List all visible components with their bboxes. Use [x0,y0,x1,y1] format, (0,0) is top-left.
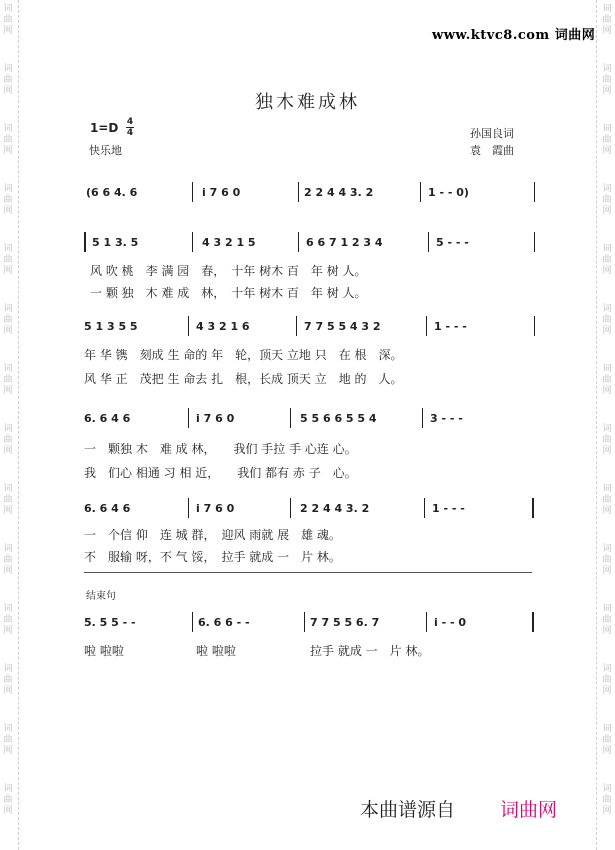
barline [290,498,291,518]
side-watermark: 词 曲 网 [3,4,13,36]
barline [424,498,425,518]
side-watermark: 词 曲 网 [3,364,13,396]
barline [192,182,193,202]
measure: 4 3 2 1 5 [202,236,256,249]
ending-lyrics [84,642,544,660]
lyric-text: 一 个信 仰 连 城 群， 迎风 雨就 展 雄 魂。 [84,528,341,542]
measure: 3 - - - [430,412,463,425]
barline [298,232,299,252]
measure: i - - 0 [434,616,467,629]
intro-notes-row [80,186,540,210]
repeat-start-barline [84,232,86,252]
side-watermark: 词 曲 网 [3,484,13,516]
footer-source-text: 本曲谱源自 [360,799,456,821]
side-watermark: 词 曲 网 [3,304,13,336]
lyric-text: 一 颗 独 木 难 成 林， 十年 树木 百 年 树 人。 [90,286,367,300]
lyrics-line-3-verse-1 [84,440,544,458]
barline [534,182,535,202]
side-watermark: 词 曲 网 [602,424,612,456]
side-watermark: 词 曲 网 [602,484,612,516]
measure: i 7 6 0 [196,502,235,515]
side-watermark: 词 曲 网 [602,124,612,156]
right-dashed-border [596,0,597,850]
side-watermark: 词 曲 网 [3,244,13,276]
barline [298,182,299,202]
barline [420,182,421,202]
side-watermark: 词 曲 网 [602,544,612,576]
lyric-text: 拉手 就成 一 片 林。 [310,644,430,658]
barline [534,232,535,252]
measure: 6 6 7 1 2 3 4 [306,236,383,249]
section-divider [84,572,532,573]
measure: 5. 5 5 - - [84,616,136,629]
side-watermark: 词 曲 网 [602,364,612,396]
side-watermark: 词 曲 网 [602,64,612,96]
side-watermark: 词 曲 网 [602,784,612,816]
measure: i 7 6 0 [196,412,235,425]
barline [304,612,305,632]
left-watermark-strip [0,0,16,850]
song-title: 独木难成林 [255,92,360,113]
site-url[interactable]: www.ktvc8.com 词曲网 [432,28,596,43]
side-watermark: 词 曲 网 [3,424,13,456]
lyrics-line-2-verse-1 [84,346,544,364]
final-barline [532,612,534,632]
measure: 2 2 4 4 3. 2 [300,502,370,515]
barline [192,232,193,252]
barline [290,408,291,428]
score-line-3-notes [80,412,540,436]
ending-label: 结束句 [86,591,116,602]
measure: 5 1 3. 5 [92,236,139,249]
barline [188,408,189,428]
barline [426,612,427,632]
footer-brand-link[interactable]: 词曲网 [500,799,558,821]
side-watermark: 词 曲 网 [602,4,612,36]
side-watermark: 词 曲 网 [3,544,13,576]
measure: 5 1 3 5 5 [84,320,138,333]
measure: 6. 6 6 - - [198,616,250,629]
time-signature-top: 4 [126,117,134,127]
lyrics-line-1-verse-1 [84,262,544,280]
measure: 1 - - - [434,320,467,333]
side-watermark: 词 曲 网 [3,784,13,816]
measure: 6. 6 4 6 [84,502,131,515]
lyric-text: 风 华 正 茂把 生 命去 扎 根，长成 顶天 立 地 的 人。 [84,372,403,386]
lyric-text: 啦 啦啦 [196,644,236,658]
side-watermark: 词 曲 网 [3,124,13,156]
ending-notes-row [80,616,540,640]
measure: 5 - - - [436,236,469,249]
measure: 1 - - 0) [428,186,469,199]
right-watermark-strip [599,0,615,850]
side-watermark: 词 曲 网 [3,64,13,96]
barline [534,316,535,336]
barline [192,612,193,632]
lyric-text: 风 吹 桃 李 满 园 春， 十年 树木 百 年 树 人。 [90,264,367,278]
side-watermark: 词 曲 网 [602,664,612,696]
measure: (6 6 4. 6 [86,186,138,199]
measure: 4 3 2 1 6 [196,320,250,333]
barline [188,498,189,518]
lyric-text: 年 华 镌 刻成 生 命的 年 轮，顶天 立地 只 在 根 深。 [84,348,403,362]
time-signature [126,117,134,138]
lyricist-credit: 孙国良词 [470,127,514,140]
score-line-2-notes [80,320,540,344]
lyric-text: 啦 啦啦 [84,644,124,658]
side-watermark: 词 曲 网 [602,184,612,216]
lyric-text: 不 服输 呀，不 气 馁， 拉手 就成 一 片 林。 [84,550,341,564]
measure: 1 - - - [432,502,465,515]
measure: i 7 6 0 [202,186,241,199]
barline [422,408,423,428]
side-watermark: 词 曲 网 [602,604,612,636]
measure: 6. 6 4 6 [84,412,131,425]
lyric-text: 一 颗独 木 难 成 林， 我们 手拉 手 心连 心。 [84,442,357,456]
measure: 7 7 5 5 4 3 2 [304,320,381,333]
composer-credit: 袁 霞曲 [470,144,514,157]
side-watermark: 词 曲 网 [3,604,13,636]
repeat-end-barline [532,498,534,518]
barline [296,316,297,336]
side-watermark: 词 曲 网 [602,304,612,336]
score-line-4-notes [80,502,540,526]
measure: 5 5 6 6 5 5 4 [300,412,377,425]
side-watermark: 词 曲 网 [3,664,13,696]
time-signature-bottom: 4 [126,128,134,138]
key-signature: 1=D [90,121,119,135]
side-watermark: 词 曲 网 [602,244,612,276]
lyrics-line-3-verse-2 [84,464,544,482]
lyrics-line-4-verse-1 [84,526,544,544]
side-watermark: 词 曲 网 [3,184,13,216]
barline [428,232,429,252]
lyrics-line-4-verse-2 [84,548,544,566]
side-watermark: 词 曲 网 [602,724,612,756]
barline [188,316,189,336]
measure: 7 7 5 5 6. 7 [310,616,380,629]
tempo-marking: 快乐地 [89,144,122,157]
lyrics-line-2-verse-2 [84,370,544,388]
score-line-1-notes [80,236,540,260]
measure: 2 2 4 4 3. 2 [304,186,374,199]
lyrics-line-1-verse-2 [84,284,544,302]
lyric-text: 我 们心 相通 习 相 近， 我们 都有 赤 子 心。 [84,466,357,480]
side-watermark: 词 曲 网 [3,724,13,756]
left-dashed-border [18,0,19,850]
barline [426,316,427,336]
